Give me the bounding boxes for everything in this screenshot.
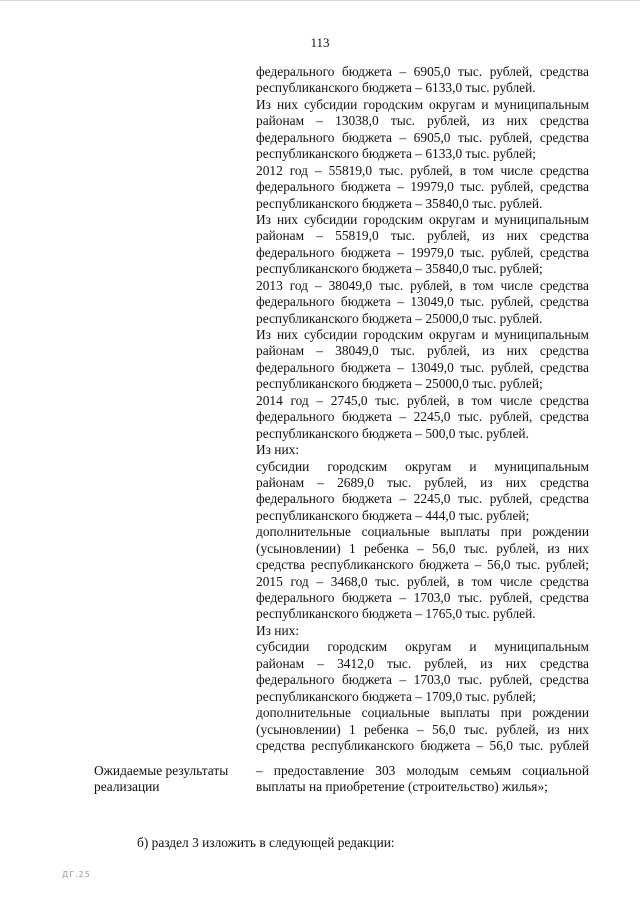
text-line: средства республиканского бюджета – 56,0 тыс. рублей; (256, 557, 589, 573)
text-line: республиканского бюджета – 6133,0 тыс. рублей. (256, 80, 536, 96)
text-line: республиканского бюджета – 25000,0 тыс. рублей; (256, 376, 543, 392)
corner-mark: ДГ.25 (62, 870, 91, 879)
text-line: федерального бюджета – 13049,0 тыс. рублей, средства (256, 359, 589, 375)
text-line: – предоставление 303 молодым семьям социальной (256, 763, 589, 778)
top-rule (0, 0, 640, 1)
text-line: федерального бюджета – 19979,0 тыс. рублей, средства (256, 244, 589, 260)
text-line: республиканского бюджета – 1709,0 тыс. рублей; (256, 688, 537, 704)
text-line: Из них субсидии городским округам и муниципальным (256, 327, 589, 342)
expected-results-text (256, 763, 589, 796)
text-line: федерального бюджета – 1703,0 тыс. рублей, средства (256, 590, 589, 605)
text-line: дополнительные социальные выплаты при рождении (256, 524, 589, 540)
label-line: Ожидаемые результаты (94, 763, 229, 778)
text-line: Из них: (256, 622, 300, 638)
text-line: 2013 год – 38049,0 тыс. рублей, в том числе средства (256, 277, 589, 293)
text-line: федерального бюджета – 6905,0 тыс. рублей, средства (256, 64, 589, 79)
label-line: реализации (94, 779, 160, 795)
text-line: федерального бюджета – 2245,0 тыс. рублей, средства (256, 409, 589, 425)
text-line: районам – 3412,0 тыс. рублей, из них средства (256, 655, 589, 671)
text-line: республиканского бюджета – 35840,0 тыс. рублей; (256, 261, 543, 277)
text-line: федерального бюджета – 6905,0 тыс. рублей, средства (256, 129, 589, 145)
text-line: 2012 год – 55819,0 тыс. рублей, в том числе средства (256, 162, 589, 178)
text-line: Из них субсидии городским округам и муниципальным (256, 96, 589, 112)
text-line: (усыновлении) 1 ребенка – 56,0 тыс. рублей, из них (256, 721, 589, 737)
text-line: 2015 год – 3468,0 тыс. рублей, в том числе средства (256, 573, 589, 589)
text-line: районам – 55819,0 тыс. рублей, из них средства (256, 228, 589, 244)
text-line: (усыновлении) 1 ребенка – 56,0 тыс. рублей, из них (256, 540, 589, 556)
text-line: федерального бюджета – 19979,0 тыс. рублей, средства (256, 179, 589, 195)
text-line: республиканского бюджета – 6133,0 тыс. рублей; (256, 146, 537, 162)
section-heading: б) раздел 3 изложить в следующей редакции: (137, 835, 395, 850)
text-line: республиканского бюджета – 500,0 тыс. рублей. (256, 425, 529, 441)
text-line: республиканского бюджета – 35840,0 тыс. рублей. (256, 195, 543, 211)
text-line: субсидии городским округам и муниципальным (256, 639, 589, 655)
text-line: районам – 2689,0 тыс. рублей, из них средства (256, 474, 589, 490)
text-line: выплаты на приобретение (строительство) жилья»; (256, 779, 548, 795)
expected-results-label (94, 763, 254, 796)
text-line: республиканского бюджета – 25000,0 тыс. рублей. (256, 310, 543, 326)
text-line: федерального бюджета – 13049,0 тыс. рублей, средства (256, 294, 589, 310)
text-line: Из них: (256, 442, 300, 458)
text-line: федерального бюджета – 1703,0 тыс. рублей, средства (256, 672, 589, 688)
text-line: Из них субсидии городским округам и муниципальным (256, 211, 589, 227)
text-line: республиканского бюджета – 1765,0 тыс. рублей. (256, 606, 536, 622)
funding-text-column (256, 64, 589, 754)
text-line: федерального бюджета – 2245,0 тыс. рублей, средства (256, 491, 589, 507)
text-line: 2014 год – 2745,0 тыс. рублей, в том числе средства (256, 392, 589, 408)
text-line: субсидии городским округам и муниципальным (256, 458, 589, 474)
text-line: республиканского бюджета – 444,0 тыс. рублей; (256, 507, 530, 523)
text-line: дополнительные социальные выплаты при рождении (256, 705, 589, 721)
text-line: средства республиканского бюджета – 56,0 тыс. рублей (256, 737, 589, 753)
text-line: районам – 13038,0 тыс. рублей, из них средства (256, 113, 589, 129)
text-line: районам – 38049,0 тыс. рублей, из них средства (256, 343, 589, 359)
page-number: 113 (310, 35, 330, 50)
